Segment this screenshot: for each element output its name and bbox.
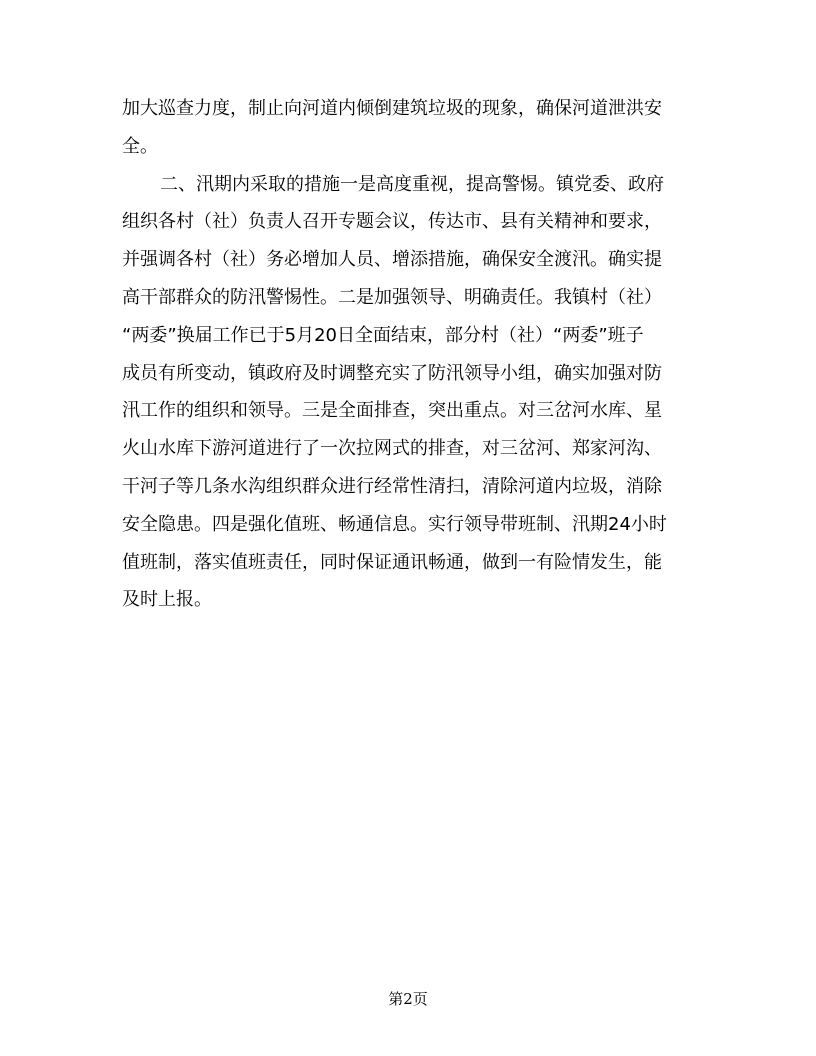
text-line: 成员有所变动，镇政府及时调整充实了防汛领导小组，确实加强对防 — [122, 362, 662, 384]
text-line: 安全隐患。四是强化值班、畅通信息。实行领导带班制、汛期24小时 — [122, 513, 667, 535]
body-text — [122, 90, 698, 619]
text-line: 值班制，落实值班责任，同时保证通讯畅通，做到一有险情发生，能 — [122, 551, 662, 573]
text-line: 并强调各村（社）务必增加人员、增添措施，确保安全渡汛。确实提 — [122, 249, 662, 271]
text-line: “两委”换届工作已于5月20日全面结束，部分村（社）“两委”班子 — [122, 324, 644, 346]
text-line: 火山水库下游河道进行了一次拉网式的排查，对三岔河、郑家河沟、 — [122, 438, 662, 460]
text-line: 组织各村（社）负责人召开专题会议，传达市、县有关精神和要求， — [122, 211, 662, 233]
text-line: 及时上报。 — [122, 589, 212, 611]
text-line: 加大巡查力度，制止向河道内倾倒建筑垃圾的现象，确保河道泄洪安 — [122, 98, 662, 119]
text-line: 全。 — [122, 135, 158, 157]
text-line: 汛工作的组织和领导。三是全面排查，突出重点。对三岔河水库、星 — [122, 400, 662, 422]
page-number-footer: 第2页 — [388, 990, 428, 1008]
text-line: 高干部群众的防汛警惕性。二是加强领导、明确责任。我镇村（社） — [122, 286, 662, 308]
text-line: 干河子等几条水沟组织群众进行经常性清扫，清除河道内垃圾，消除 — [122, 475, 662, 497]
paragraph-start-line: 二、汛期内采取的措施一是高度重视，提高警惕。镇党委、政府 — [160, 173, 664, 195]
